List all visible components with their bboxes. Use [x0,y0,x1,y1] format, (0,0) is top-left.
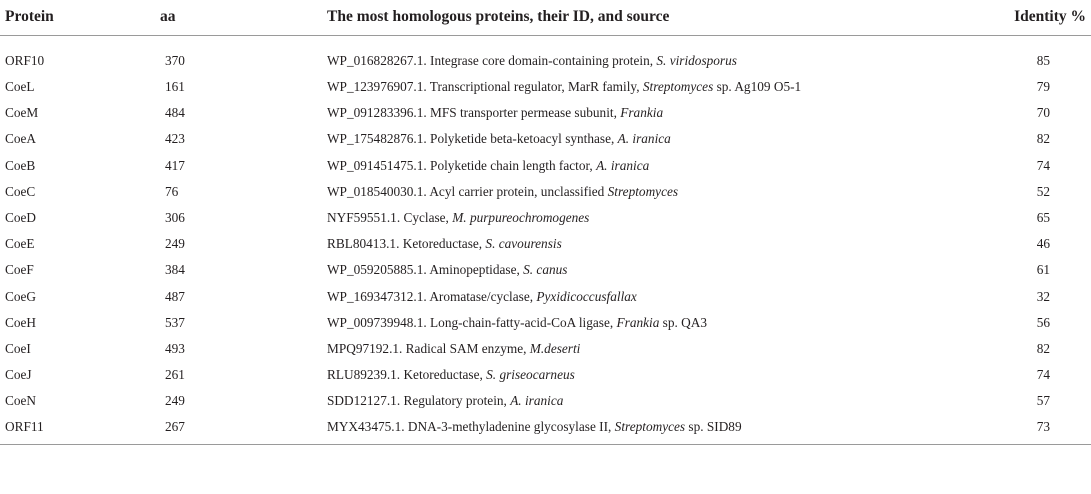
cell-aa: 423 [165,131,185,147]
cell-identity: 46 [1036,236,1050,252]
cell-aa: 537 [165,314,185,330]
header-aa: aa [150,0,324,35]
homolog-text: WP_169347312.1. Aromatase/cyclase, [327,288,537,304]
cell-identity: 82 [1036,131,1050,147]
cell-aa: 249 [165,236,185,252]
cell-aa: 417 [165,157,185,173]
species-name: S. griseocarneus [486,367,575,383]
cell-protein: ORF11 [0,414,150,444]
cell-aa: 161 [165,79,185,95]
table-row [0,336,1091,362]
cell-aa: 493 [165,340,185,356]
cell-protein: CoeM [5,105,39,121]
header-identity: Identity % [992,0,1091,35]
cell-homolog [324,310,992,336]
cell-identity: 52 [1036,183,1050,199]
species-name: S. cavourensis [485,236,562,252]
cell-homolog [324,179,992,205]
cell-aa: 249 [165,393,185,409]
cell-protein: CoeE [5,236,35,252]
species-name: Streptomyces [614,419,686,435]
species-name: S. canus [523,262,568,278]
header-row [0,0,1091,35]
cell-identity: 56 [1036,314,1050,330]
header-protein: Protein [0,0,150,35]
cell-aa: 76 [165,183,179,199]
homolog-text: RLU89239.1. Ketoreductase, [327,367,487,383]
homolog-text: WP_059205885.1. Aminopeptidase, [327,262,524,278]
homolog-text: WP_091451475.1. Polyketide chain length factor, [327,157,597,173]
cell-aa: 370 [165,53,185,69]
cell-protein: CoeI [5,340,31,356]
cell-identity: 65 [1036,210,1050,226]
species-name: Streptomyces [607,183,679,199]
species-name: M.deserti [529,340,581,356]
species-name: A. iranica [617,131,671,147]
table-row [0,388,1091,414]
cell-identity: 74 [1036,367,1050,383]
cell-protein: CoeD [5,210,37,226]
species-name: S. viridosporus [656,53,737,69]
cell-protein: CoeN [5,393,37,409]
cell-identity: 73 [992,414,1091,444]
cell-aa: 487 [165,288,185,304]
homolog-text: sp. QA3 [659,314,708,330]
cell-aa: 384 [165,262,185,278]
table-row [0,35,1091,74]
table-row [0,310,1091,336]
cell-protein: CoeJ [5,367,32,383]
cell-homolog [324,231,992,257]
cell-aa: 306 [165,210,185,226]
species-name: A. iranica [510,393,564,409]
species-name: Frankia [620,105,664,121]
cell-homolog [324,362,992,388]
homolog-text: NYF59551.1. Cyclase, [327,210,453,226]
homolog-text: sp. SID89 [685,419,742,435]
homolog-text: WP_091283396.1. MFS transporter permease subunit, [327,105,621,121]
table-row [0,414,1091,444]
table-row [0,153,1091,179]
cell-protein: CoeH [5,314,37,330]
table-header [0,0,1091,35]
cell-identity: 74 [1036,157,1050,173]
species-name: Streptomyces [642,79,714,95]
table-row [0,126,1091,152]
homolog-text: sp. Ag109 O5-1 [713,79,802,95]
homolog-text: MYX43475.1. DNA-3-methyladenine glycosylase II, [327,419,615,435]
cell-aa: 484 [165,105,185,121]
cell-identity: 82 [1036,340,1050,356]
cell-homolog [324,205,992,231]
cell-protein: CoeL [5,79,35,95]
homolog-text: WP_175482876.1. Polyketide beta-ketoacyl synthase, [327,131,618,147]
species-name: A. iranica [596,157,650,173]
cell-homolog [324,336,992,362]
cell-identity: 70 [1036,105,1050,121]
table-row [0,179,1091,205]
header-homolog: The most homologous proteins, their ID, and source [324,0,992,35]
cell-homolog [324,414,992,444]
table-row [0,231,1091,257]
table-row [0,257,1091,283]
homolog-text: WP_018540030.1. Acyl carrier protein, unclassified [327,183,608,199]
cell-identity: 61 [1036,262,1050,278]
species-name: M. purpureochromogenes [452,210,590,226]
cell-identity: 57 [1036,393,1050,409]
cell-homolog [324,388,992,414]
cell-aa: 267 [150,414,324,444]
cell-protein: CoeB [5,157,36,173]
table-row [0,205,1091,231]
table-row [0,74,1091,100]
cell-protein: CoeC [5,183,36,199]
cell-protein: ORF10 [5,53,45,69]
table-row [0,100,1091,126]
species-name: Pyxidicoccusfallax [536,288,637,304]
homolog-text: MPQ97192.1. Radical SAM enzyme, [327,340,530,356]
table-row [0,284,1091,310]
table-body [0,35,1091,444]
species-name: Frankia [616,314,660,330]
table-row [0,362,1091,388]
cell-protein: CoeG [5,288,37,304]
cell-identity: 32 [1036,288,1050,304]
cell-homolog [324,74,992,100]
cell-homolog [324,257,992,283]
cell-identity: 85 [1036,53,1050,69]
cell-identity: 79 [1036,79,1050,95]
cell-homolog [324,126,992,152]
homolog-text: WP_123976907.1. Transcriptional regulator, MarR family, [327,79,643,95]
homolog-text: RBL80413.1. Ketoreductase, [327,236,486,252]
cell-homolog [324,284,992,310]
cell-aa: 261 [165,367,185,383]
cell-homolog [324,153,992,179]
cell-protein: CoeA [5,131,37,147]
homolog-text: SDD12127.1. Regulatory protein, [327,393,511,409]
homolog-text: WP_016828267.1. Integrase core domain-containing protein, [327,53,657,69]
homolog-text: WP_009739948.1. Long-chain-fatty-acid-CoA ligase, [327,314,617,330]
cell-protein: CoeF [5,262,34,278]
cell-homolog [324,35,992,74]
cell-homolog [324,100,992,126]
